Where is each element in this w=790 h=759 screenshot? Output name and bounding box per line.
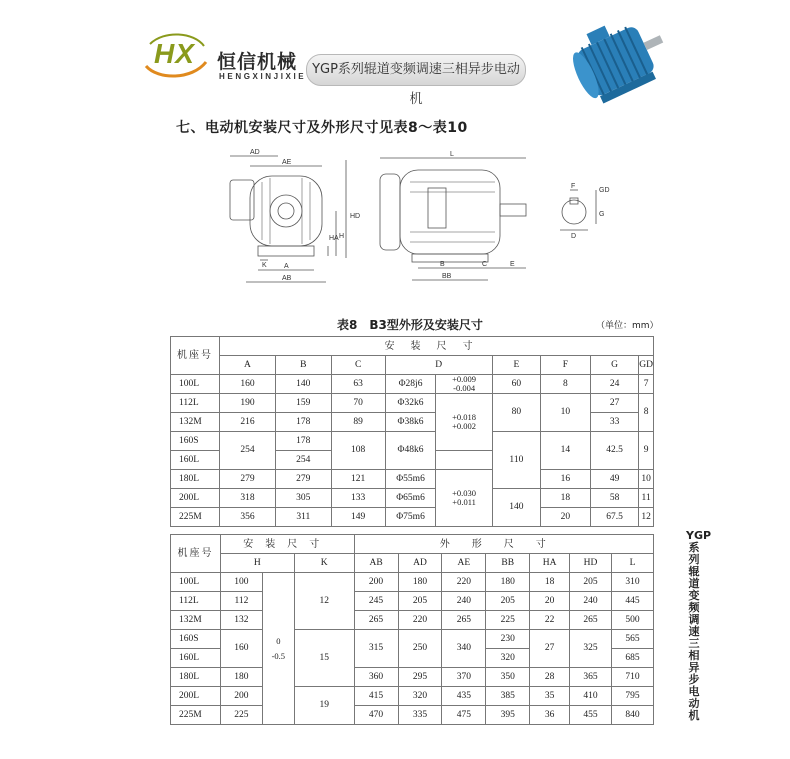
table-cell: 133 <box>331 489 385 508</box>
label-F: F <box>571 183 576 190</box>
table-cell: 318 <box>220 489 276 508</box>
product-series-title: YGP系列辊道变频调速三相异步电动机 <box>306 54 526 86</box>
table-cell: 225M <box>171 706 221 725</box>
table-cell: 140 <box>275 375 331 394</box>
table-cell: 20 <box>540 508 590 527</box>
table-cell: 112 <box>220 592 262 611</box>
table-cell: 190 <box>220 394 276 413</box>
tolerance: +0.018 +0.002 <box>436 394 492 451</box>
table-cell: 28 <box>530 668 570 687</box>
table-row <box>171 432 654 451</box>
brand-name-en: HENGXINJIXIE <box>219 72 307 81</box>
table-cell: 279 <box>220 470 276 489</box>
table-cell: 178 <box>275 432 331 451</box>
table-cell: 840 <box>611 706 653 725</box>
table-cell: 311 <box>275 508 331 527</box>
table-cell: 250 <box>398 630 442 668</box>
col-header-AD: AD <box>398 554 442 573</box>
tolerance: +0.009 -0.004 <box>436 375 492 394</box>
table-cell: 710 <box>611 668 653 687</box>
table-cell: Φ65m6 <box>385 489 436 508</box>
table-cell: 63 <box>331 375 385 394</box>
table-cell: 685 <box>611 649 653 668</box>
table-cell: 80 <box>492 394 540 432</box>
table-cell: 10 <box>540 394 590 432</box>
label-B: B <box>440 261 445 268</box>
table-cell: 160 <box>220 375 276 394</box>
table-cell: 160S <box>171 432 220 451</box>
col-header-L: L <box>611 554 653 573</box>
table-row <box>171 337 654 356</box>
table-cell: 200 <box>354 573 398 592</box>
table-cell: 7 <box>639 375 654 394</box>
table-cell: 475 <box>442 706 486 725</box>
table-cell: 455 <box>570 706 612 725</box>
col-header-E: E <box>492 356 540 375</box>
table-cell: 15 <box>294 630 354 687</box>
table-cell: 205 <box>486 592 530 611</box>
table-cell: 42.5 <box>590 432 638 470</box>
table-cell: 100 <box>220 573 262 592</box>
col-header-HD: HD <box>570 554 612 573</box>
table8-caption: 表8 B3型外形及安装尺寸 <box>337 318 483 332</box>
table-cell: 100L <box>171 573 221 592</box>
label-BB: BB <box>442 273 452 280</box>
col-header-H: H <box>220 554 294 573</box>
table-cell: 112L <box>171 592 221 611</box>
col-header-GD: GD <box>639 356 654 375</box>
label-H: H <box>339 233 345 240</box>
table-cell: 27 <box>590 394 638 413</box>
table-cell: 205 <box>398 592 442 611</box>
table-cell: 445 <box>611 592 653 611</box>
frame-header: 机座号 <box>171 337 220 375</box>
table-cell: 385 <box>486 687 530 706</box>
table-cell: 12 <box>639 508 654 527</box>
table-cell: 395 <box>486 706 530 725</box>
brand-name-cn: 恒信机械 <box>217 51 298 73</box>
table-cell: 180 <box>220 668 262 687</box>
table-cell: 370 <box>442 668 486 687</box>
table-cell <box>436 451 492 470</box>
table-cell: 112L <box>171 394 220 413</box>
table-row <box>171 489 654 508</box>
table-row <box>171 356 654 375</box>
col-header-AB: AB <box>354 554 398 573</box>
h-tolerance: 0 -0.5 <box>262 573 294 725</box>
label-K: K <box>262 262 267 269</box>
table-cell: 265 <box>354 611 398 630</box>
label-L: L <box>450 151 454 158</box>
motor-dimension-drawing <box>200 148 620 298</box>
table-cell: 320 <box>398 687 442 706</box>
table-cell: 200L <box>171 687 221 706</box>
table-cell: 132M <box>171 611 221 630</box>
table-cell: 410 <box>570 687 612 706</box>
table-cell: 225 <box>220 706 262 725</box>
table-cell: 20 <box>530 592 570 611</box>
table-cell: 11 <box>639 489 654 508</box>
table-cell: 160L <box>171 649 221 668</box>
table-cell: 265 <box>570 611 612 630</box>
outline-group-header: 外形尺寸 <box>354 535 653 554</box>
table-cell: Φ38k6 <box>385 413 436 432</box>
frame-header: 机座号 <box>171 535 221 573</box>
table-cell: 27 <box>530 630 570 668</box>
table-cell: 205 <box>570 573 612 592</box>
table-cell: 108 <box>331 432 385 470</box>
table-cell: 240 <box>570 592 612 611</box>
table-cell: 180 <box>486 573 530 592</box>
table-row <box>171 508 654 527</box>
table-cell: 132M <box>171 413 220 432</box>
table-row <box>171 592 654 611</box>
table-cell: 500 <box>611 611 653 630</box>
table-cell: 435 <box>442 687 486 706</box>
col-header-BB: BB <box>486 554 530 573</box>
table-cell: 8 <box>540 375 590 394</box>
table-cell: Φ48k6 <box>385 432 436 470</box>
table-cell: 295 <box>398 668 442 687</box>
table-cell: 265 <box>442 611 486 630</box>
table-cell: 35 <box>530 687 570 706</box>
col-header-AE: AE <box>442 554 486 573</box>
table-row <box>171 573 654 592</box>
table-cell: 22 <box>530 611 570 630</box>
table-cell: 110 <box>492 432 540 489</box>
table-row <box>171 630 654 649</box>
table-cell: 12 <box>294 573 354 630</box>
table-cell: 360 <box>354 668 398 687</box>
label-HA: HA <box>329 235 339 242</box>
label-C: C <box>482 261 488 268</box>
label-GD: GD <box>599 187 610 194</box>
install-group-header: 安装尺寸 <box>220 337 654 356</box>
table-cell: 19 <box>294 687 354 725</box>
table-cell: 340 <box>442 630 486 668</box>
table-cell: 180L <box>171 668 221 687</box>
table-cell: 121 <box>331 470 385 489</box>
col-header-K: K <box>294 554 354 573</box>
table-cell: 325 <box>570 630 612 668</box>
table-cell: 33 <box>590 413 638 432</box>
table-cell: 335 <box>398 706 442 725</box>
table-cell: 356 <box>220 508 276 527</box>
table-row <box>171 375 654 394</box>
table-cell: 225 <box>486 611 530 630</box>
table-row <box>171 394 654 413</box>
table-cell: 315 <box>354 630 398 668</box>
table-row <box>171 687 654 706</box>
table-row <box>171 668 654 687</box>
install-group-header: 安装尺寸 <box>220 535 354 554</box>
col-header-B: B <box>275 356 331 375</box>
table-cell: 220 <box>398 611 442 630</box>
label-E: E <box>510 261 515 268</box>
table-cell: 49 <box>590 470 638 489</box>
table-cell: 160L <box>171 451 220 470</box>
label-G: G <box>599 211 605 218</box>
table-cell: 36 <box>530 706 570 725</box>
table-cell: 200 <box>220 687 262 706</box>
table-cell: 220 <box>442 573 486 592</box>
table-cell: 160 <box>220 630 262 668</box>
table-cell: 16 <box>540 470 590 489</box>
label-A: A <box>284 263 289 270</box>
logo-text: HX <box>154 38 195 69</box>
table-row <box>171 535 654 554</box>
table-cell: 67.5 <box>590 508 638 527</box>
table-cell: 58 <box>590 489 638 508</box>
table-cell: 470 <box>354 706 398 725</box>
table-cell: 254 <box>220 432 276 470</box>
table-cell: Φ28j6 <box>385 375 436 394</box>
table-cell: 140 <box>492 489 540 527</box>
tolerance: +0.030 +0.011 <box>436 470 492 527</box>
table-cell: 89 <box>331 413 385 432</box>
table-cell: 18 <box>530 573 570 592</box>
table-cell: 160S <box>171 630 221 649</box>
table-outline-dimensions <box>170 534 654 725</box>
company-logo <box>140 32 212 82</box>
table-cell: 565 <box>611 630 653 649</box>
table-cell: 8 <box>639 394 654 432</box>
col-header-F: F <box>540 356 590 375</box>
table-cell: 305 <box>275 489 331 508</box>
label-D: D <box>571 233 577 240</box>
table-cell: 10 <box>639 470 654 489</box>
col-header-G: G <box>590 356 638 375</box>
table-cell: 14 <box>540 432 590 470</box>
table-cell: 279 <box>275 470 331 489</box>
table-cell: Φ32k6 <box>385 394 436 413</box>
table-cell: 70 <box>331 394 385 413</box>
section-heading: 七、电动机安装尺寸及外形尺寸见表8～表10 <box>176 120 468 136</box>
table-cell: 200L <box>171 489 220 508</box>
table-cell: 415 <box>354 687 398 706</box>
table-cell: Φ55m6 <box>385 470 436 489</box>
table-cell: 60 <box>492 375 540 394</box>
table-cell: 24 <box>590 375 638 394</box>
table-cell: 178 <box>275 413 331 432</box>
table-cell: 310 <box>611 573 653 592</box>
label-AB: AB <box>282 275 292 282</box>
table8-install-dimensions <box>170 336 654 527</box>
col-header-A: A <box>220 356 276 375</box>
table-cell: 216 <box>220 413 276 432</box>
label-AD: AD <box>250 149 260 156</box>
col-header-HA: HA <box>530 554 570 573</box>
table-row <box>171 611 654 630</box>
label-HD: HD <box>350 213 361 220</box>
table-row <box>171 706 654 725</box>
table-cell: 240 <box>442 592 486 611</box>
table-cell: 100L <box>171 375 220 394</box>
table-cell: 132 <box>220 611 262 630</box>
table-cell: 225M <box>171 508 220 527</box>
table-cell: 180L <box>171 470 220 489</box>
table-cell: Φ75m6 <box>385 508 436 527</box>
motor-photo <box>562 14 672 114</box>
table-row <box>171 554 654 573</box>
table-cell: 149 <box>331 508 385 527</box>
table-cell: 159 <box>275 394 331 413</box>
col-header-C: C <box>331 356 385 375</box>
col-header-D: D <box>385 356 492 375</box>
table-cell: 18 <box>540 489 590 508</box>
table-cell: 180 <box>398 573 442 592</box>
table-cell: 320 <box>486 649 530 668</box>
table-row <box>171 470 654 489</box>
table-cell: 365 <box>570 668 612 687</box>
table-cell: 350 <box>486 668 530 687</box>
label-AE: AE <box>282 159 292 166</box>
table8-unit: （单位：mm） <box>596 321 659 331</box>
table-cell: 245 <box>354 592 398 611</box>
table-cell: 254 <box>275 451 331 470</box>
table-cell: 9 <box>639 432 654 470</box>
table-cell: 795 <box>611 687 653 706</box>
table-cell: 230 <box>486 630 530 649</box>
vertical-series-label: YGP系列辊道变频调速三相异步电动机 <box>686 529 712 722</box>
